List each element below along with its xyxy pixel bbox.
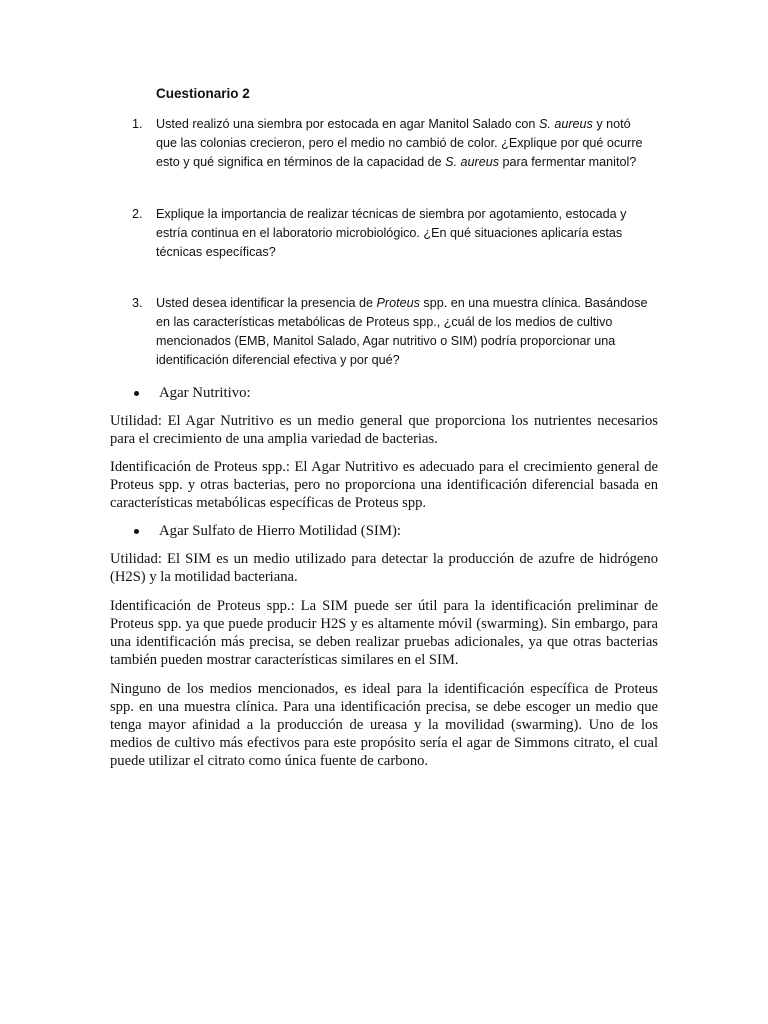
question-number: 1. [132,117,143,131]
italic-genus: Proteus [376,296,420,310]
italic-species: S. aureus [538,117,593,131]
bullet-agar-nutritivo [130,384,251,402]
question-2 [132,205,652,262]
question-text-part: Usted realizó una siembra por estocada en agar Manitol Salado con [156,117,539,131]
bullet-agar-sim [130,522,401,540]
answer-paragraph: Identificación de Proteus spp.: El Agar Nutritivo es adecuado para el crecimiento general de Proteus spp. y otras bacterias, pero no proporciona una identificación diferencial basada en características metabólicas específicas de Proteus spp. [110,459,658,511]
question-text-part: para fermentar manitol? [499,155,637,169]
italic-species: S. aureus [445,155,500,169]
bullet-dot-icon [134,391,139,396]
answer-paragraph: Utilidad: El Agar Nutritivo es un medio general que proporciona los nutrientes necesarios para el crecimiento de una amplia variedad de bacterias. [110,413,658,447]
bullet-dot-icon [134,529,139,534]
answer-paragraph: Ninguno de los medios mencionados, es ideal para la identificación específica de Proteus spp. en una muestra clínica. Para una identificación precisa, se debe escoger un medio que tenga mayor afinidad a la producción de ureasa y la movilidad (swarming). Uno de los medios de cultivo más efectivos para este propósito sería el agar de Simmons citrato, el cual puede utilizar el citrato como única fuente de carbono. [110,681,658,769]
answer-paragraph: Utilidad: El SIM es un medio utilizado para detectar la producción de azufre de hidrógeno (H2S) y la motilidad bacteriana. [110,551,658,585]
question-text-part: spp. en una muestra clínica. Basándose en las características metabólicas de Proteus spp., ¿cuál de los medios de cultivo mencionados (EMB, Manitol Salado, Agar nutritivo o SIM) podría proporcionar una identificación diferencial efectiva y por qué? [156,296,648,367]
question-text: Explique la importancia de realizar técnicas de siembra por agotamiento, estocada y estría continua en el laboratorio microbiológico. ¿En qué situaciones aplicaría estas técnicas específicas? [156,207,627,259]
question-text [156,294,652,370]
bullet-label: Agar Sulfato de Hierro Motilidad (SIM): [159,523,402,539]
question-number: 3. [132,296,143,310]
question-text-part: y notó que las colonias crecieron, pero el medio no cambió de color. ¿Explique por qué ocurre esto y qué significa en términos de la capacidad de [156,117,643,169]
question-number: 2. [132,207,143,221]
answer-paragraph: Identificación de Proteus spp.: La SIM puede ser útil para la identificación preliminar de Proteus spp. ya que puede producir H2S y es altamente móvil (swarming). Sin embargo, para una identificación más precisa, se deben realizar pruebas adicionales, ya que otras bacterias también pueden mostrar características similares en el SIM. [110,598,658,668]
question-3 [132,294,652,370]
question-text [156,115,652,172]
question-1 [132,115,652,172]
bullet-label: Agar Nutritivo: [159,385,251,401]
question-text-part: Usted desea identificar la presencia de [156,296,377,310]
document-title: Cuestionario 2 [156,86,250,101]
